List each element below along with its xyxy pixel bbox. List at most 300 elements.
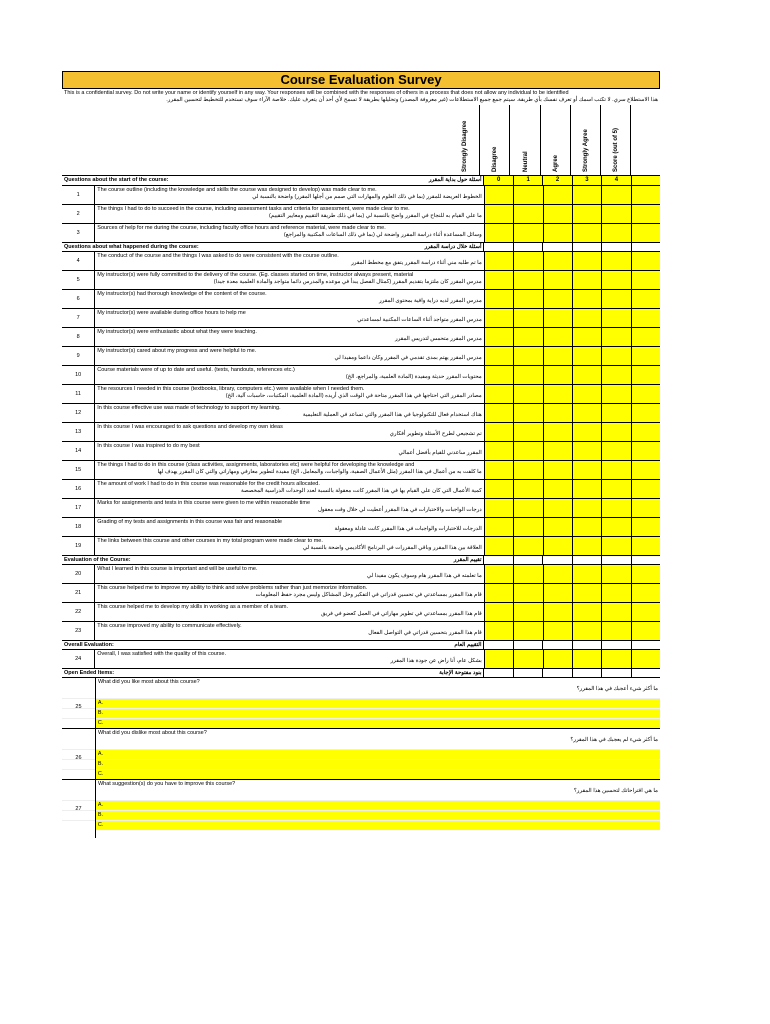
question-arabic: محتويات المقرر حديثة ومفيدة (المادة العلمية، والمراجع، الخ) [345,374,482,380]
rating-cell[interactable] [601,499,630,517]
empty-cell [542,641,571,649]
rating-cell[interactable] [601,224,630,242]
rating-cell[interactable] [484,603,513,621]
question-arabic: مدرس المقرر متواجد أثناء الساعات المكتبية لمساعدتي [357,317,482,323]
rating-cell[interactable] [484,442,513,460]
rating-cell[interactable] [601,603,630,621]
rating-cell[interactable] [484,461,513,479]
rating-cell[interactable] [484,271,513,289]
empty-cell [572,556,601,564]
rating-cell[interactable] [484,404,513,422]
rating-cell[interactable] [543,366,572,384]
question-number: 8 [62,328,95,346]
question-english: This course improved my ability to communicate effectively. [97,623,242,629]
open-question-row [62,728,660,761]
question-number: 10 [62,366,95,384]
empty-cell [513,641,542,649]
rating-cell[interactable] [543,461,572,479]
rating-cell[interactable] [572,347,601,365]
empty-cell [513,669,542,677]
rating-cell[interactable] [513,328,542,346]
rating-cell[interactable] [513,622,542,640]
rating-cell[interactable] [572,499,601,517]
rating-cell[interactable] [601,565,630,583]
answer-line[interactable] [62,718,660,728]
question-english: What did you dislike most about this course? [97,730,207,736]
rating-cell[interactable] [601,442,630,460]
rating-cell[interactable] [572,537,601,555]
rating-cell[interactable] [572,518,601,536]
rating-cell[interactable] [631,205,660,223]
question-english: This course helped me to improve my ability to think and solve problems rather than just memorize information. [97,585,368,591]
section-title-arabic: التقييم العام [454,642,482,648]
question-row [62,460,660,479]
rating-cell[interactable] [543,252,572,270]
scale-label-agree: Agree [552,154,559,172]
rating-cell[interactable] [601,328,630,346]
rating-cell[interactable] [543,186,572,204]
rating-cell[interactable] [543,328,572,346]
rating-cell[interactable] [543,290,572,308]
question-arabic: الخطوط العريضة للمقرر (بما في ذلك العلوم والمهارات التي صمم من أجلها المقرر) واضحة بالنسبة لي [252,194,482,200]
question-number: 7 [62,309,95,327]
rating-cell[interactable] [513,404,542,422]
rating-cell[interactable] [543,205,572,223]
empty-cell [631,641,660,649]
rating-cell[interactable] [543,423,572,441]
rating-cell[interactable] [543,499,572,517]
question-number: 16 [62,480,95,498]
scale-header [62,105,660,175]
question-english: In this course I was encouraged to ask questions and develop my own ideas [97,424,283,430]
scale-value: 3 [572,176,601,185]
rating-cell[interactable] [631,650,660,668]
empty-cell [542,243,571,251]
scale-label-score: Score (out of 5) [612,127,619,172]
section-title-arabic: أسئلة خلال دراسة المقرر [424,244,482,250]
rating-cell[interactable] [513,423,542,441]
rating-cell[interactable] [631,499,660,517]
question-english: The things I had to do to succeed in the course, including assessment tasks and criteria for assessment, were made clear to me. [97,206,410,212]
rating-cell[interactable] [572,328,601,346]
rating-cell[interactable] [572,290,601,308]
rating-cell[interactable] [513,252,542,270]
question-row [62,498,660,517]
question-english: The things I had to do in this course (class activities, assignments, laboratories etc) were helpful for developing the knowledge and [97,462,415,468]
rating-cell[interactable] [601,537,630,555]
rating-cell[interactable] [513,224,542,242]
question-row [62,223,660,242]
question-arabic: ما أكثر شيء أعجبك في هذا المقرر؟ [576,686,658,692]
open-question-row [62,677,660,710]
answer-line[interactable] [62,749,660,759]
question-english: My instructor(s) were enthusiastic about what they were teaching. [97,329,257,335]
question-number: 17 [62,499,95,517]
rating-cell[interactable] [601,366,630,384]
question-row [62,289,660,308]
question-row [62,621,660,640]
answer-label[interactable]: A. [96,699,660,708]
confidential-notice [62,89,660,105]
rating-cell[interactable] [572,366,601,384]
rating-cell[interactable] [543,480,572,498]
rating-cell[interactable] [484,328,513,346]
rating-cell[interactable] [631,603,660,621]
rating-cell[interactable] [572,480,601,498]
question-arabic: العلاقة بين هذا المقرر وباقي المقررات في البرنامج الأكاديمي واضحة بالنسبة لي [302,545,482,551]
rating-cell[interactable] [631,537,660,555]
question-arabic: قام هذا المقرر بتحسين قدراتي في التواصل الفعال [368,630,482,636]
rating-cell[interactable] [513,603,542,621]
question-arabic: ما أكثر شيء لم يعجبك في هذا المقرر؟ [570,737,658,743]
section-title-arabic: تقييم المقرر [453,557,482,563]
rating-cell[interactable] [572,252,601,270]
rating-cell[interactable] [601,290,630,308]
scale-label-strongly-disagree: Strongly Disagree [462,120,469,172]
section-title-arabic: بنود مفتوحة الإجابة [439,670,482,676]
rating-cell[interactable] [484,347,513,365]
rating-cell[interactable] [631,404,660,422]
rating-cell[interactable] [631,224,660,242]
rating-cell[interactable] [601,385,630,403]
rating-cell[interactable] [631,309,660,327]
question-arabic: ما كلفت به من أعمال في هذا المقرر (مثل الأعمال الصفية، والواجبات، والمعامل، الخ) مفيدة لتطوير معارفي ومهاراتي والتي كان المقرر يهدف لها [157,469,482,475]
question-english: What did you like most about this course? [97,679,200,685]
rating-cell[interactable] [543,537,572,555]
answer-line[interactable] [62,769,660,779]
question-arabic: ما تعلمته في هذا المقرر هام وسوف يكون مفيدا لي [366,573,482,579]
empty-cell [483,641,512,649]
question-number: 13 [62,423,95,441]
question-number: 6 [62,290,95,308]
empty-cell [631,669,660,677]
rating-cell[interactable] [572,423,601,441]
rating-cell[interactable] [631,518,660,536]
rating-cell[interactable] [513,650,542,668]
rating-cell[interactable] [572,584,601,602]
question-row [62,649,660,668]
rating-cell[interactable] [631,252,660,270]
question-english: My instructor(s) were fully committed to the delivery of the course. (Eg. classes started on time, instructor always present, material [97,272,414,278]
question-number: 3 [62,224,95,242]
rating-cell[interactable] [631,461,660,479]
section-title-english: Overall Evaluation: [64,642,114,648]
question-english: My instructor(s) were available during office hours to help me [97,310,246,316]
survey-title: Course Evaluation Survey [62,71,660,89]
answer-line[interactable] [62,820,660,830]
rating-cell[interactable] [631,565,660,583]
question-row [62,564,660,583]
rating-cell[interactable] [601,252,630,270]
answer-label[interactable]: C. [96,770,660,779]
question-row [62,185,660,204]
rating-cell[interactable] [484,290,513,308]
question-english: Overall, I was satisfied with the quality of this course. [97,651,226,657]
question-english: The links between this course and other courses in my total program were made clear to me. [97,538,323,544]
rating-cell[interactable] [601,271,630,289]
rating-cell[interactable] [631,271,660,289]
scale-label-disagree: Disagree [492,146,499,172]
rating-cell[interactable] [601,480,630,498]
answer-line[interactable] [62,698,660,708]
rating-cell[interactable] [543,518,572,536]
rating-cell[interactable] [543,347,572,365]
rating-cell[interactable] [513,499,542,517]
empty-cell [483,556,512,564]
question-row [62,270,660,289]
rating-cell[interactable] [601,186,630,204]
empty-cell [572,641,601,649]
rating-cell[interactable] [513,518,542,536]
question-arabic: مدرس المقرر لديه دراية وافية بمحتوى المقرر [379,298,482,304]
rating-cell[interactable] [601,205,630,223]
rating-cell[interactable] [601,650,630,668]
rating-cell[interactable] [631,442,660,460]
rating-cell[interactable] [631,385,660,403]
question-number: 27 [62,780,96,838]
scale-label-strongly-agree: Strongly Agree [582,129,589,172]
question-english: In this course effective use was made of technology to support my learning. [97,405,281,411]
rating-cell[interactable] [484,584,513,602]
question-english: In this course I was inspired to do my best [97,443,200,449]
rating-cell[interactable] [572,224,601,242]
answer-label[interactable]: C. [96,719,660,728]
rating-cell[interactable] [572,650,601,668]
question-english: Course materials were of up to date and useful. (texts, handouts, references etc.) [97,367,295,373]
rating-cell[interactable] [484,309,513,327]
section-header [62,640,660,649]
rating-cell[interactable] [631,290,660,308]
rating-cell[interactable] [631,423,660,441]
answer-line[interactable] [62,759,660,769]
rating-cell[interactable] [572,385,601,403]
rating-cell[interactable] [543,565,572,583]
rating-cell[interactable] [631,480,660,498]
rating-cell[interactable] [484,480,513,498]
question-english: What suggestion(s) do you have to improve this course? [97,781,236,787]
question-arabic: تم تشجيعي لطرح الأسئلة وتطوير أفكاري [389,431,482,437]
question-row [62,204,660,223]
rating-cell[interactable] [601,423,630,441]
rating-cell[interactable] [601,347,630,365]
rating-cell[interactable] [543,584,572,602]
answer-line[interactable] [62,810,660,820]
question-english: The conduct of the course and the things I was asked to do were consistent with the course outline. [97,253,339,259]
rating-cell[interactable] [484,224,513,242]
question-number: 14 [62,442,95,460]
rating-cell[interactable] [631,366,660,384]
rating-cell[interactable] [484,366,513,384]
question-arabic: قام هذا المقرر بمساعدتي في تحسين قدراتي في التفكير وحل المشاكل وليس مجرد حفظ المعلومات [255,592,482,598]
rating-cell[interactable] [543,224,572,242]
rating-cell[interactable] [572,186,601,204]
question-arabic: كمية الأعمال التي كان علي القيام بها في هذا المقرر كانت معقولة بالنسبة لعدد الوحدات الدراسية المخصصة [241,488,482,494]
rating-cell[interactable] [543,442,572,460]
question-arabic: مدرس المقرر يهتم بمدى تقدمي في المقرر وكان داعما ومفيدا لي [334,355,482,361]
scale-value: 1 [513,176,542,185]
answer-label[interactable]: A. [96,801,660,810]
question-row [62,384,660,403]
rating-cell[interactable] [513,537,542,555]
question-arabic: درجات الواجبات والاختبارات في هذا المقرر أعطيت لي خلال وقت معقول [317,507,482,513]
survey-rows [62,175,660,830]
rating-cell[interactable] [543,622,572,640]
rating-cell[interactable] [572,603,601,621]
rating-cell[interactable] [572,622,601,640]
section-title-english: Questions about what happened during the course: [64,244,199,250]
rating-cell[interactable] [484,385,513,403]
question-english: What I learned in this course is important and will be useful to me. [97,566,258,572]
rating-cell[interactable] [572,404,601,422]
rating-cell[interactable] [513,565,542,583]
question-row [62,422,660,441]
question-row [62,403,660,422]
question-arabic: هناك استخدام فعال للتكنولوجيا في هذا المقرر والتي تساعد في العملية التعليمية [302,412,482,418]
question-arabic: قام هذا المقرر بمساعدتي في تطوير مهاراتي في العمل كعضو في فريق [321,611,482,617]
rating-cell[interactable] [601,622,630,640]
question-number: 25 [62,678,96,736]
empty-cell [601,641,630,649]
question-arabic: الدرجات للاختبارات والواجبات في هذا المقرر كانت عادلة ومعقولة [334,526,482,532]
question-row [62,602,660,621]
scale-label-neutral: Neutral [522,151,529,172]
rating-cell[interactable] [631,622,660,640]
rating-cell[interactable] [484,499,513,517]
question-row [62,365,660,384]
rating-cell[interactable] [631,328,660,346]
question-number: 21 [62,584,95,602]
question-arabic: ما تم طلبه مني أثناء دراسة المقرر يتفق مع مخطط المقرر [351,260,482,266]
rating-cell[interactable] [513,366,542,384]
question-row [62,536,660,555]
rating-cell[interactable] [601,404,630,422]
empty-cell [483,243,512,251]
section-title-arabic: أسئلة حول بداية المقرر [428,177,482,183]
empty-cell [572,243,601,251]
rating-cell[interactable] [484,622,513,640]
rating-cell[interactable] [484,423,513,441]
question-number: 20 [62,565,95,583]
rating-cell[interactable] [513,290,542,308]
rating-cell[interactable] [484,518,513,536]
rating-cell[interactable] [513,205,542,223]
rating-cell[interactable] [513,442,542,460]
rating-cell[interactable] [543,271,572,289]
rating-cell[interactable] [484,537,513,555]
answer-label[interactable]: B. [96,760,660,769]
question-row [62,251,660,270]
question-row [62,327,660,346]
rating-cell[interactable] [543,309,572,327]
empty-cell [601,243,630,251]
question-number: 9 [62,347,95,365]
rating-cell[interactable] [513,347,542,365]
rating-cell[interactable] [601,461,630,479]
rating-cell[interactable] [572,309,601,327]
rating-cell[interactable] [543,385,572,403]
rating-cell[interactable] [484,565,513,583]
question-number: 15 [62,461,95,479]
rating-cell[interactable] [484,205,513,223]
empty-cell [483,669,512,677]
question-arabic: مصادر المقرر التي احتاجها في هذا المقرر متاحة في الوقت الذي أريده (المادة العلمية، المكتبات، حاسبات آلية، الخ) [225,393,482,399]
rating-cell[interactable] [601,309,630,327]
question-english: Sources of help for me during the course, including faculty office hours and reference material, were made clear to me. [97,225,386,231]
question-english: The amount of work I had to do in this course was reasonable for the credit hours allocated. [97,481,320,487]
rating-cell[interactable] [513,480,542,498]
notice-english: This is a confidential survey. Do not write your name or identify yourself in any way. Your responses will be combined with the responses of others in a process that does not allow any individual to be identified [64,90,569,96]
question-row [62,517,660,536]
scale-value: 4 [601,176,630,185]
question-number: 12 [62,404,95,422]
rating-cell[interactable] [513,385,542,403]
question-number: 4 [62,252,95,270]
question-english: My instructor(s) had thorough knowledge of the content of the course. [97,291,267,297]
rating-cell[interactable] [572,442,601,460]
rating-cell[interactable] [484,252,513,270]
question-row [62,479,660,498]
rating-cell[interactable] [572,271,601,289]
question-number: 11 [62,385,95,403]
rating-cell[interactable] [631,186,660,204]
empty-cell [513,243,542,251]
rating-cell[interactable] [631,584,660,602]
empty-cell [542,556,571,564]
question-row [62,583,660,602]
answer-label[interactable]: A. [96,750,660,759]
empty-cell [513,556,542,564]
rating-cell[interactable] [513,309,542,327]
answer-label[interactable]: B. [96,811,660,820]
question-english: Marks for assignments and tests in this course were given to me within reasonable time [97,500,311,506]
section-header [62,242,660,251]
rating-cell[interactable] [631,347,660,365]
rating-cell[interactable] [572,461,601,479]
rating-cell[interactable] [484,186,513,204]
section-title-english: Evaluation of the Course: [64,557,131,563]
rating-cell[interactable] [513,584,542,602]
rating-cell[interactable] [601,584,630,602]
question-arabic: وسائل المساعدة أثناء دراسة المقرر واضحة لي (بما في ذلك الساعات المكتبية والمراجع) [283,232,482,238]
question-number: 26 [62,729,96,787]
rating-cell[interactable] [601,518,630,536]
question-arabic: بشكل عام، أنا راض عن جودة هذا المقرر [390,658,482,664]
open-question-row [62,779,660,812]
rating-cell[interactable] [543,650,572,668]
question-arabic: ما علي القيام به للنجاح في المقرر واضح بالنسبة لي (بما في ذلك طريقة التقييم ومعايير التقييم) [268,213,482,219]
question-arabic: المقرر ساعدني للقيام بأفضل أعمالي [398,450,482,456]
question-english: My instructor(s) cared about my progress and were helpful to me. [97,348,257,354]
answer-label[interactable]: C. [96,821,660,830]
answer-line[interactable] [62,708,660,718]
rating-cell[interactable] [572,565,601,583]
rating-cell[interactable] [543,404,572,422]
rating-cell[interactable] [484,650,513,668]
rating-cell[interactable] [513,186,542,204]
question-number: 5 [62,271,95,289]
rating-cell[interactable] [513,271,542,289]
question-arabic: ما هي اقتراحاتك لتحسين هذا المقرر؟ [573,788,658,794]
rating-cell[interactable] [513,461,542,479]
rating-cell[interactable] [543,603,572,621]
question-number: 22 [62,603,95,621]
question-row [62,441,660,460]
question-arabic: مدرس المقرر متحمس لتدريس المقرر [394,336,482,342]
rating-cell[interactable] [572,205,601,223]
answer-line[interactable] [62,800,660,810]
survey-sheet [62,71,660,830]
answer-label[interactable]: B. [96,709,660,718]
